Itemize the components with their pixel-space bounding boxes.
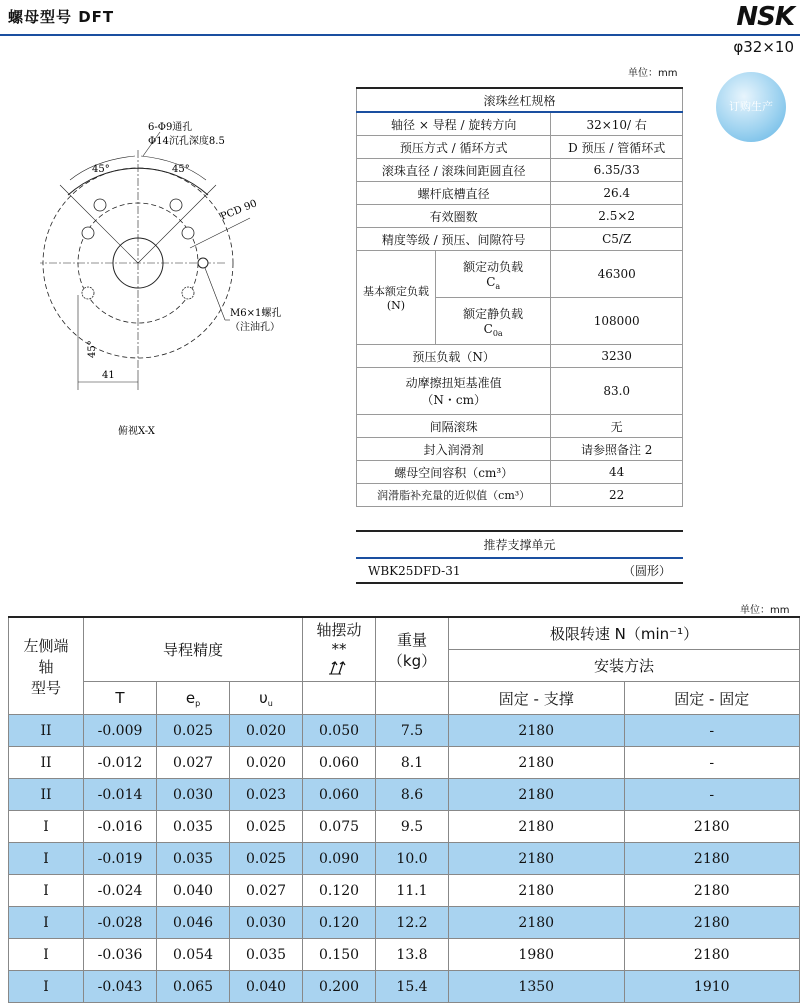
table-cell: 15.4 [376,971,449,1003]
table-cell: 0.120 [303,907,376,939]
table-cell: 0.040 [230,971,303,1003]
order-production-badge[interactable]: 订购生产 [716,72,786,142]
unit-label-top: 单位：mm [628,68,678,79]
col-T: T [84,682,157,715]
view-label: 俯视X-X [118,426,155,437]
table-cell: I [9,811,84,843]
table-cell: 2180 [449,715,625,747]
table-body [9,715,800,1003]
table-cell: I [9,971,84,1003]
spec-row: 预压负载（N） 3230 [357,345,683,368]
table-cell: 8.6 [376,779,449,811]
table-cell: 2180 [449,875,625,907]
table-cell: II [9,779,84,811]
table-cell: 0.200 [303,971,376,1003]
table-cell: -0.019 [84,843,157,875]
col-speed-limit: 极限转速 N（min⁻¹） [449,617,800,650]
table-cell: 0.035 [157,843,230,875]
table-cell: 1350 [449,971,625,1003]
load-group-cell: 基本额定负载 (N) [357,251,436,345]
col-weight: 重量 （kg） [376,617,449,682]
table-cell: -0.024 [84,875,157,907]
table-cell: 0.065 [157,971,230,1003]
table-cell: 0.025 [157,715,230,747]
col-runout: 轴摆动 ** [303,617,376,682]
table-cell: 0.060 [303,747,376,779]
spec-row: 精度等级 / 预压、间隙符号 C5/Z [357,228,683,251]
table-cell: -0.036 [84,939,157,971]
table-cell: 0.090 [303,843,376,875]
table-cell: 7.5 [376,715,449,747]
unit-label-mid: 单位：mm [740,605,790,616]
table-cell: -0.014 [84,779,157,811]
col-mount-method: 安装方法 [449,650,800,682]
table-row [9,843,800,875]
table-cell: 2180 [624,939,800,971]
recommended-support-table [356,530,683,584]
col-lead-accuracy: 导程精度 [84,617,303,682]
table-row [9,971,800,1003]
table-cell: 2180 [624,843,800,875]
table-cell: 0.020 [230,715,303,747]
table-cell: 2180 [624,875,800,907]
pcd-label: PCD 90 [219,198,259,223]
spec-row: 润滑脂补充量的近似值（cm³） 22 [357,484,683,507]
angle-label-right: 45° [172,164,190,175]
table-cell: 0.120 [303,875,376,907]
table-cell: 0.030 [157,779,230,811]
table-cell: 2180 [449,907,625,939]
table-cell: 8.1 [376,747,449,779]
table-cell: 0.025 [230,843,303,875]
table-row [9,747,800,779]
table-cell: 0.035 [230,939,303,971]
table-cell: 0.046 [157,907,230,939]
table-cell: 2180 [449,747,625,779]
table-row [9,907,800,939]
tap-hole-note: （注油孔） [230,322,280,333]
spec-row: 动摩擦扭矩基准值 （N・cm） 83.0 [357,368,683,415]
table-cell: 10.0 [376,843,449,875]
table-cell: 0.027 [230,875,303,907]
table-cell: 1910 [624,971,800,1003]
header-divider [0,34,800,36]
table-cell: - [624,715,800,747]
page-title: 螺母型号 DFT [8,8,115,26]
table-row [9,811,800,843]
table-row [9,939,800,971]
recommend-title: 推荐支撑单元 [356,531,683,558]
table-cell: 0.027 [157,747,230,779]
brand-logo: NSK [736,2,794,32]
col-shaft-model: 左侧端 轴 型号 [9,617,84,715]
table-cell: 12.2 [376,907,449,939]
spec-row: 轴径 × 导程 / 旋转方向 32×10/ 右 [357,112,683,136]
table-cell: - [624,779,800,811]
spec-row: 螺杆底槽直径 26.4 [357,182,683,205]
table-cell: 0.150 [303,939,376,971]
ballscrew-spec-table [356,87,683,507]
table-cell: 0.035 [157,811,230,843]
col-fixed-support: 固定 - 支撑 [449,682,625,715]
page-subtitle: φ32×10 [733,38,794,56]
table-cell: 0.023 [230,779,303,811]
table-cell: -0.012 [84,747,157,779]
spec-row-static-load: 额定静负载 $C_{0a}$ 108000 [357,298,683,345]
table-cell: 0.050 [303,715,376,747]
table-cell: 0.025 [230,811,303,843]
table-cell: I [9,843,84,875]
table-cell: II [9,715,84,747]
table-cell: I [9,939,84,971]
table-cell: 0.030 [230,907,303,939]
spec-row: 螺母空间容积（cm³） 44 [357,461,683,484]
table-cell: 2180 [449,811,625,843]
table-cell: -0.009 [84,715,157,747]
table-cell: 0.075 [303,811,376,843]
col-vu: $\upsilon_u$ [230,682,303,715]
recommend-model: WBK25DFD-31 [356,558,558,583]
table-cell: 13.8 [376,939,449,971]
spec-row: 滚珠直径 / 滚珠间距圆直径 6.35/33 [357,159,683,182]
table-cell: 2180 [449,779,625,811]
spec-row: 有效圈数 2.5×2 [357,205,683,228]
dim-41-label: 41 [102,370,115,381]
table-cell: 1980 [449,939,625,971]
table-cell: 2180 [624,907,800,939]
page-header [0,0,800,38]
spec-row: 间隔滚珠 无 [357,415,683,438]
table-cell: 2180 [624,811,800,843]
spec-row: 封入润滑剂 请参照备注 2 [357,438,683,461]
spec-row-dynamic-load: 基本额定负载 (N) 额定动负载 $C_a$ 46300 [357,251,683,298]
table-cell: I [9,875,84,907]
table-cell: 11.1 [376,875,449,907]
table-cell: 0.060 [303,779,376,811]
table-cell: -0.028 [84,907,157,939]
holes-label: 6-Φ9通孔 [148,122,193,133]
table-cell: 0.020 [230,747,303,779]
recommend-shape: （圆形） [558,558,683,583]
tap-hole-label: M6×1螺孔 [230,308,282,319]
table-cell: 0.040 [157,875,230,907]
table-cell: 2180 [449,843,625,875]
table-row [9,779,800,811]
angle-label-bottom: 45° [87,340,98,358]
counterbore-label: Φ14沉孔深度8.5 [148,136,225,147]
table-row [9,875,800,907]
table-cell: -0.016 [84,811,157,843]
flange-drawing [40,120,340,450]
spec-row: 预压方式 / 循环方式 D 预压 / 管循环式 [357,136,683,159]
angle-label-left: 45° [92,164,110,175]
lead-accuracy-table [8,616,800,1003]
table-cell: II [9,747,84,779]
table-cell: 0.054 [157,939,230,971]
table-cell: -0.043 [84,971,157,1003]
table-cell: 9.5 [376,811,449,843]
spec-title: 滚珠丝杠规格 [357,88,683,112]
col-fixed-fixed: 固定 - 固定 [624,682,800,715]
table-cell: I [9,907,84,939]
runout-symbol-icon [327,658,351,676]
table-cell: - [624,747,800,779]
col-ep: $e_p$ [157,682,230,715]
table-row [9,715,800,747]
